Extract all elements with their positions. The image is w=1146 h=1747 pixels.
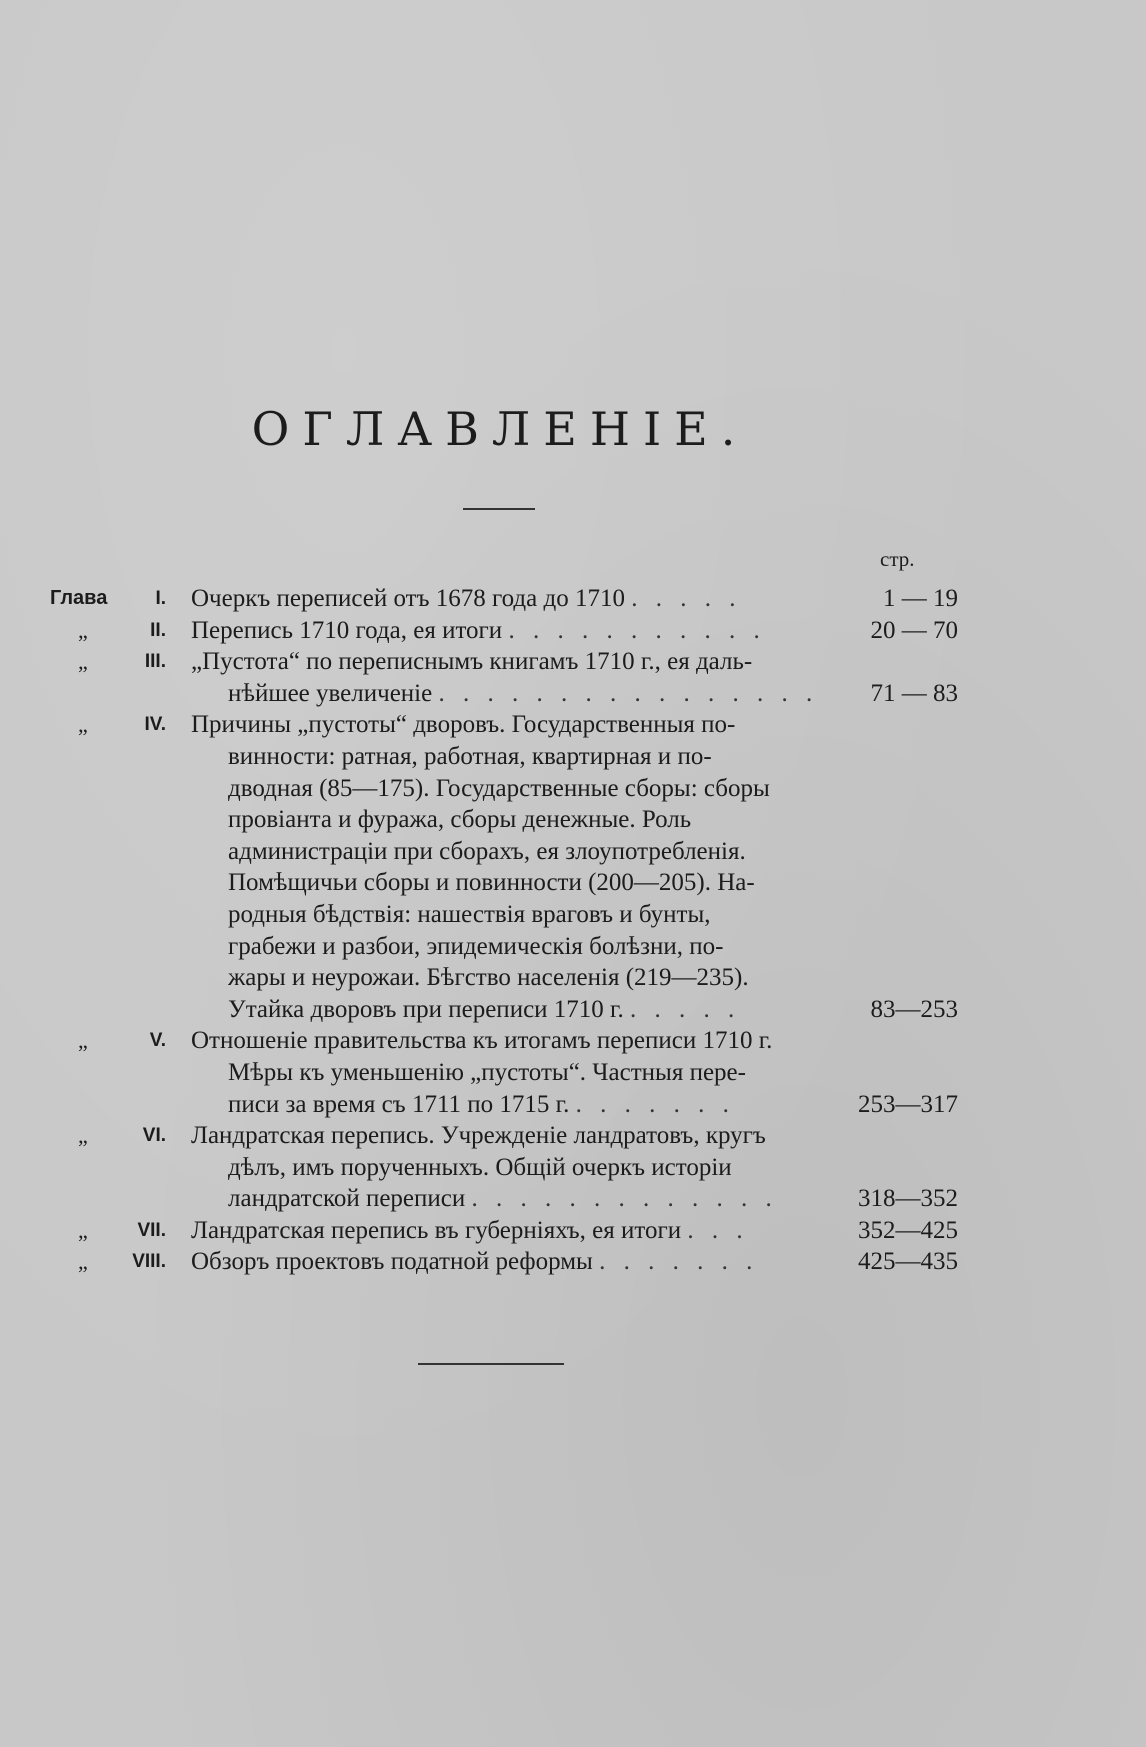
page-range: 253—317 [858, 1090, 958, 1118]
chapter-title-line [191, 615, 766, 647]
chapter-title-text: дводная (85—175). Государственные сборы: сборы [228, 774, 770, 802]
chapter-title-line [228, 994, 740, 1026]
chapter-title-line [228, 741, 712, 773]
chapter-title-text: провіанта и фуража, сборы денежные. Роль [228, 806, 692, 834]
chapter-title-line [191, 709, 735, 741]
ditto-mark: „ [78, 712, 88, 738]
ditto-mark: „ [78, 1123, 88, 1149]
chapter-title-text: грабежи и разбои, эпидемическія болѣзни, по- [228, 932, 724, 960]
chapter-title-line [228, 1089, 735, 1121]
toc-line [0, 615, 1146, 647]
chapter-title-line [191, 583, 741, 615]
page-title: ОГЛАВЛЕНІЕ. [251, 402, 749, 456]
chapter-title-text: Утайка дворовъ при переписи 1710 г. [228, 995, 624, 1023]
toc-line [0, 678, 1146, 710]
toc-line [0, 583, 1146, 615]
chapter-title-line [228, 867, 755, 899]
chapter-title-line [191, 1246, 758, 1278]
toc-line [0, 1152, 1146, 1184]
chapter-title-text: жары и неурожаи. Бѣгство населенія (219—235). [228, 964, 749, 992]
chapter-title-text: Перепись 1710 года, ея итоги [191, 616, 503, 644]
toc-entry [0, 1215, 1146, 1247]
toc-line [0, 1183, 1146, 1215]
chapter-title-text: Мѣры къ уменьшенію „пустоты“. Частныя пере- [228, 1058, 746, 1086]
chapter-title-text: Помѣщичьи сборы и повинности (200—205). На- [228, 869, 755, 897]
page-range: 20 — 70 [870, 616, 958, 644]
toc-entry [0, 709, 1146, 1025]
toc-entry [0, 646, 1146, 709]
chapter-title-line [191, 1025, 772, 1057]
chapter-title-text: винности: ратная, работная, квартирная и по- [228, 742, 712, 770]
closing-divider [418, 1363, 564, 1365]
page-column-label: стр. [880, 547, 915, 571]
toc-line [0, 1120, 1146, 1152]
chapter-title-text: Отношеніе правительства къ итогамъ переписи 1710 г. [191, 1027, 773, 1055]
chapter-title-text: Ландратская перепись въ губерніяхъ, ея итоги [191, 1216, 682, 1244]
toc-line [0, 1089, 1146, 1121]
page-range: 1 — 19 [883, 585, 958, 612]
chapter-label: Глава [50, 587, 108, 609]
chapter-title-text: ландратской переписи [228, 1185, 466, 1213]
toc-line [0, 931, 1146, 963]
toc-line [0, 773, 1146, 805]
toc-line [0, 1246, 1146, 1278]
toc-line [0, 867, 1146, 899]
page-range: 425—435 [858, 1248, 958, 1276]
chapter-number: IV. [144, 714, 166, 736]
chapter-number: II. [150, 619, 166, 641]
chapter-title-line [228, 773, 770, 805]
toc-entry [0, 583, 1146, 615]
chapter-title-text: родныя бѣдствія: нашествія враговъ и бунты, [228, 900, 711, 928]
toc-entry [0, 615, 1146, 647]
page-range: 318—352 [858, 1185, 958, 1213]
toc-line [0, 1215, 1146, 1247]
chapter-number: VI. [142, 1125, 166, 1147]
chapter-title-line [228, 962, 749, 994]
ditto-mark: „ [78, 617, 88, 643]
chapter-title-line [191, 1215, 749, 1247]
toc-line [0, 899, 1146, 931]
dot-leader: . . . [687, 1216, 749, 1244]
chapter-title-text: Обзоръ проектовъ податной реформы [191, 1248, 593, 1276]
toc-line [0, 836, 1146, 868]
chapter-title-line [191, 1120, 766, 1152]
chapter-title-text: „Пустота“ по переписнымъ книгамъ 1710 г., ея даль- [191, 648, 753, 676]
dot-leader: . . . . . . . . . . . . . [471, 1185, 778, 1213]
chapter-number: I. [155, 588, 166, 609]
chapter-number: VII. [137, 1219, 166, 1241]
title-divider [463, 508, 535, 510]
dot-leader: . . . . . . . [575, 1090, 735, 1118]
chapter-title-text: администраціи при сборахъ, ея злоупотребленія. [228, 837, 746, 865]
ditto-mark: „ [78, 649, 88, 675]
chapter-number: III. [144, 651, 166, 673]
chapter-number: VIII. [132, 1251, 166, 1273]
toc-line [0, 709, 1146, 741]
chapter-title-line [228, 1057, 746, 1089]
toc-line [0, 804, 1146, 836]
chapter-title-line [228, 1183, 778, 1215]
toc-line [0, 1025, 1146, 1057]
toc-line [0, 646, 1146, 678]
chapter-title-line [228, 678, 818, 710]
chapter-title-line [228, 1152, 732, 1184]
chapter-title-line [228, 804, 691, 836]
chapter-title-line [228, 899, 711, 931]
toc-line [0, 1057, 1146, 1089]
dot-leader: . . . . . [631, 585, 742, 612]
chapter-title-text: дѣлъ, имъ порученныхъ. Общій очеркъ исторіи [228, 1153, 732, 1181]
page-range: 352—425 [858, 1216, 958, 1244]
chapter-title-line [191, 646, 752, 678]
dot-leader: . . . . . [629, 995, 741, 1023]
toc-line [0, 741, 1146, 773]
toc-entry [0, 1025, 1146, 1120]
dot-leader: . . . . . . . . . . . [508, 616, 766, 644]
ditto-mark: „ [78, 1249, 88, 1275]
dot-leader: . . . . . . . . . . . . . . . . [438, 679, 819, 707]
chapter-title-text: Очеркъ переписей отъ 1678 года до 1710 [191, 585, 625, 612]
chapter-title-text: Причины „пустоты“ дворовъ. Государственныя по- [191, 711, 736, 739]
ditto-mark: „ [78, 1217, 88, 1243]
toc-line [0, 994, 1146, 1026]
chapter-title-line [228, 836, 746, 868]
chapter-title-text: нѣйшее увеличеніе [228, 679, 433, 707]
ditto-mark: „ [78, 1028, 88, 1054]
dot-leader: . . . . . . . [599, 1248, 759, 1276]
toc-entry [0, 1246, 1146, 1278]
chapter-number: V. [149, 1030, 166, 1052]
chapter-title-text: писи за время съ 1711 по 1715 г. [228, 1090, 570, 1118]
chapter-title-text: Ландратская перепись. Учрежденіе ландратовъ, кругъ [191, 1122, 766, 1150]
toc-entry [0, 1120, 1146, 1215]
table-of-contents [0, 583, 1146, 1278]
toc-line [0, 962, 1146, 994]
page-range: 83—253 [870, 995, 958, 1023]
page-range: 71 — 83 [870, 679, 958, 707]
chapter-title-line [228, 931, 723, 963]
